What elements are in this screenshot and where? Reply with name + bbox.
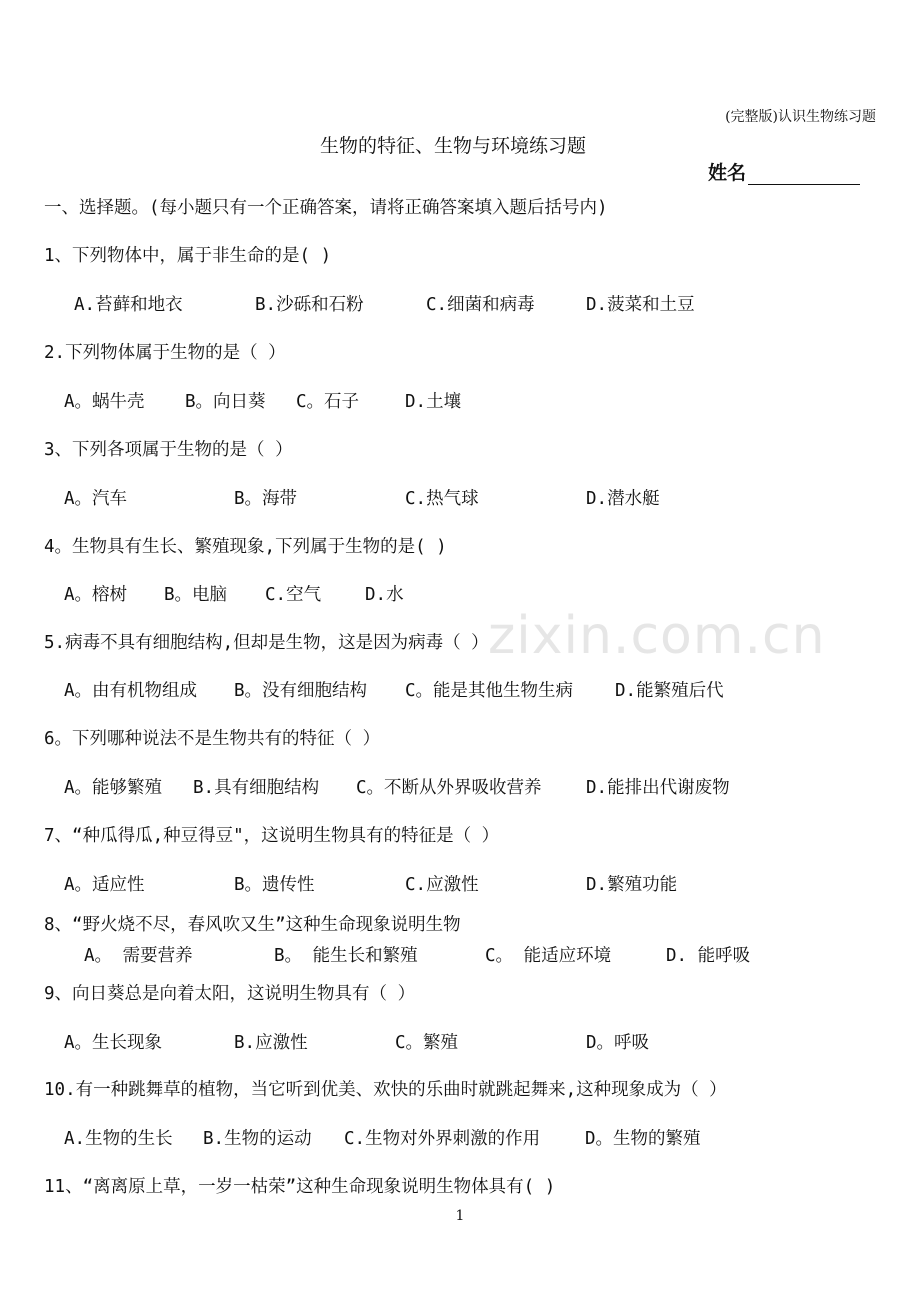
- question-10: 10.有一种跳舞草的植物，当它听到优美、欢快的乐曲时就跳起舞来,这种现象成为（ ）: [44, 1080, 727, 1100]
- question-6: 6。下列哪种说法不是生物共有的特征（ ）: [44, 729, 381, 749]
- page-title: 生物的特征、生物与环境练习题: [319, 135, 586, 157]
- q4-option-d: D.水: [365, 585, 404, 605]
- q10-option-d: D。生物的繁殖: [585, 1129, 701, 1149]
- q1-option-c: C.细菌和病毒: [426, 295, 535, 315]
- question-5: 5.病毒不具有细胞结构,但却是生物，这是因为病毒（ ）: [44, 633, 489, 653]
- q9-option-b: B.应激性: [234, 1033, 308, 1053]
- header-note: (完整版)认识生物练习题: [725, 109, 876, 125]
- question-7: 7、“种瓜得瓜,种豆得豆"，这说明生物具有的特征是（ ）: [44, 826, 500, 846]
- q10-option-a: A.生物的生长: [64, 1129, 173, 1149]
- question-2: 2.下列物体属于生物的是（ ）: [44, 343, 286, 363]
- question-3: 3、下列各项属于生物的是（ ）: [44, 440, 293, 460]
- q2-option-b: B。向日葵: [185, 392, 266, 412]
- q7-option-b: B。遗传性: [234, 875, 315, 895]
- q9-option-a: A。生长现象: [64, 1033, 163, 1053]
- q9-option-d: D。呼吸: [586, 1033, 650, 1053]
- q4-option-b: B。电脑: [164, 585, 228, 605]
- watermark: zixin.com.cn: [488, 606, 826, 666]
- q5-option-a: A。由有机物组成: [64, 681, 198, 701]
- q8-option-d: D. 能呼吸: [666, 946, 751, 966]
- q1-option-b: B.沙砾和石粉: [255, 295, 364, 315]
- question-1: 1、下列物体中，属于非生命的是( ): [44, 246, 332, 266]
- section-heading: 一、选择题。(每小题只有一个正确答案，请将正确答案填入题后括号内): [44, 198, 608, 218]
- q1-option-a: A.苔藓和地衣: [74, 295, 183, 315]
- q6-option-d: D.能排出代谢废物: [586, 778, 730, 798]
- q6-option-c: C。不断从外界吸收营养: [356, 778, 542, 798]
- question-11: 11、“离离原上草，一岁一枯荣”这种生命现象说明生物体具有( ): [44, 1177, 556, 1197]
- q3-option-b: B。海带: [234, 489, 298, 509]
- q8-option-a: A。 需要营养: [84, 946, 193, 966]
- q5-option-c: C。能是其他生物生病: [405, 681, 574, 701]
- q4-option-a: A。榕树: [64, 585, 128, 605]
- q6-option-a: A。能够繁殖: [64, 778, 163, 798]
- question-9: 9、向日葵总是向着太阳，这说明生物具有（ ）: [44, 984, 416, 1004]
- q5-option-b: B。没有细胞结构: [234, 681, 368, 701]
- q2-option-d: D.土壤: [405, 392, 462, 412]
- name-field: [708, 158, 860, 185]
- question-8: 8、“野火烧不尽，春风吹又生”这种生命现象说明生物: [44, 915, 461, 935]
- q2-option-a: A。蜗牛壳: [64, 392, 145, 412]
- q2-option-c: C。石子: [296, 392, 360, 412]
- q3-option-c: C.热气球: [405, 489, 479, 509]
- q1-option-d: D.菠菜和土豆: [586, 295, 695, 315]
- q10-option-b: B.生物的运动: [203, 1129, 312, 1149]
- q3-option-d: D.潜水艇: [586, 489, 660, 509]
- q8-option-c: C。 能适应环境: [485, 946, 612, 966]
- q7-option-c: C.应激性: [405, 875, 479, 895]
- name-label: 姓名: [708, 162, 747, 184]
- q6-option-b: B.具有细胞结构: [193, 778, 320, 798]
- q9-option-c: C。繁殖: [395, 1033, 459, 1053]
- q8-option-b: B。 能生长和繁殖: [274, 946, 418, 966]
- question-4: 4。生物具有生长、繁殖现象,下列属于生物的是( ): [44, 537, 447, 557]
- page-number: 1: [455, 1208, 465, 1224]
- name-blank-line: [748, 166, 860, 185]
- q3-option-a: A。汽车: [64, 489, 128, 509]
- q5-option-d: D.能繁殖后代: [615, 681, 724, 701]
- q7-option-a: A。适应性: [64, 875, 145, 895]
- q4-option-c: C.空气: [265, 585, 322, 605]
- q10-option-c: C.生物对外界刺激的作用: [344, 1129, 541, 1149]
- q7-option-d: D.繁殖功能: [586, 875, 678, 895]
